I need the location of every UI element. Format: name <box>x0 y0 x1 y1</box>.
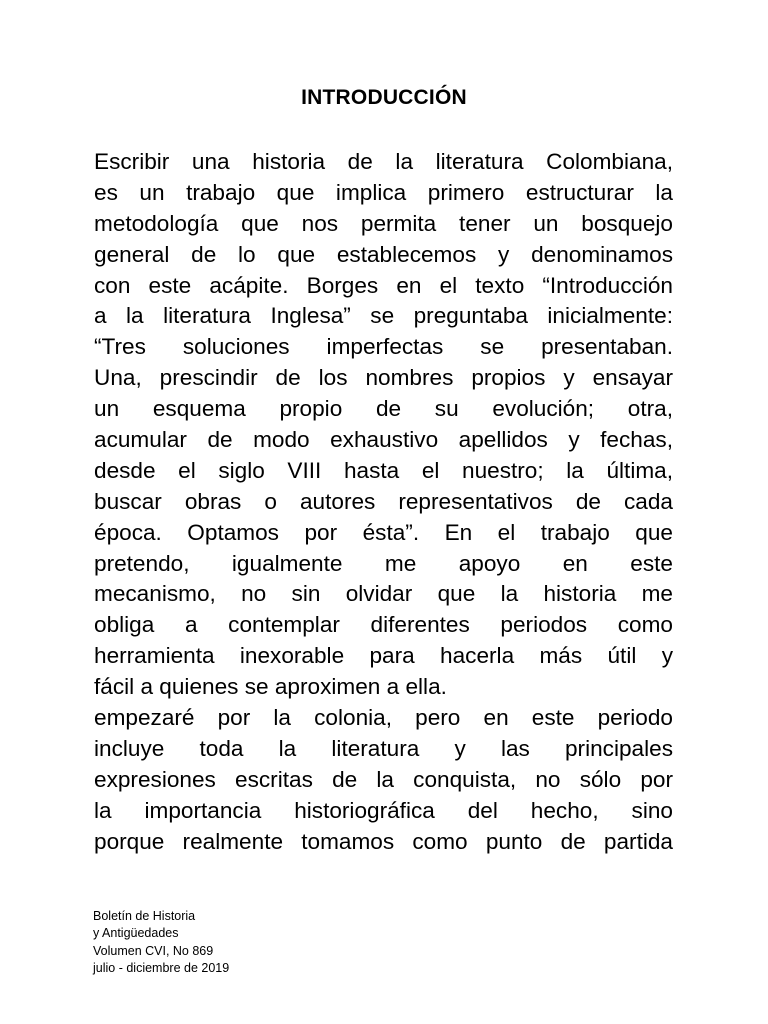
text-line: “Tres soluciones imperfectas se presentaban. <box>94 334 673 360</box>
text-line: con este acápite. Borges en el texto “Introducción <box>94 272 673 298</box>
text-line: empezaré por la colonia, pero en este periodo <box>94 705 673 731</box>
text-line: Una, prescindir de los nombres propios y ensayar <box>94 365 673 391</box>
text-line: desde el siglo VIII hasta el nuestro; la última, <box>94 457 673 483</box>
text-line: pretendo, igualmente me apoyo en este <box>94 550 673 576</box>
text-line: un esquema propio de su evolución; otra, <box>94 396 673 422</box>
page-title: INTRODUCCIÓN <box>301 86 467 109</box>
text-line: incluye toda la literatura y las principales <box>94 735 673 761</box>
text-line: metodología que nos permita tener un bosquejo <box>94 210 673 236</box>
text-line: herramienta inexorable para hacerla más útil y <box>94 643 673 669</box>
text-line: fácil a quienes se aproximen a ella. <box>94 674 447 700</box>
text-line: mecanismo, no sin olvidar que la historia me <box>94 581 673 607</box>
footer-line: y Antigüedades <box>93 926 179 941</box>
text-line: acumular de modo exhaustivo apellidos y fechas, <box>94 427 673 453</box>
text-line: obliga a contemplar diferentes periodos como <box>94 612 673 638</box>
text-line: buscar obras o autores representativos de cada <box>94 488 673 514</box>
text-line: la importancia historiográfica del hecho, sino <box>94 797 673 823</box>
footer-line: julio - diciembre de 2019 <box>93 961 230 976</box>
text-line: general de lo que establecemos y denominamos <box>94 241 673 267</box>
footer-line: Boletín de Historia <box>93 909 196 923</box>
text-line: porque realmente tomamos como punto de partida <box>94 828 673 854</box>
body-paragraph <box>94 147 673 857</box>
text-line: Escribir una historia de la literatura Colombiana, <box>94 149 673 174</box>
text-line: a la literatura Inglesa” se preguntaba inicialmente: <box>94 303 673 329</box>
text-line: es un trabajo que implica primero estructurar la <box>94 179 673 205</box>
footer-citation <box>93 908 229 978</box>
text-line: expresiones escritas de la conquista, no sólo por <box>94 766 673 792</box>
text-line: época. Optamos por ésta”. En el trabajo que <box>94 519 673 545</box>
footer-line: Volumen CVI, No 869 <box>93 943 214 958</box>
